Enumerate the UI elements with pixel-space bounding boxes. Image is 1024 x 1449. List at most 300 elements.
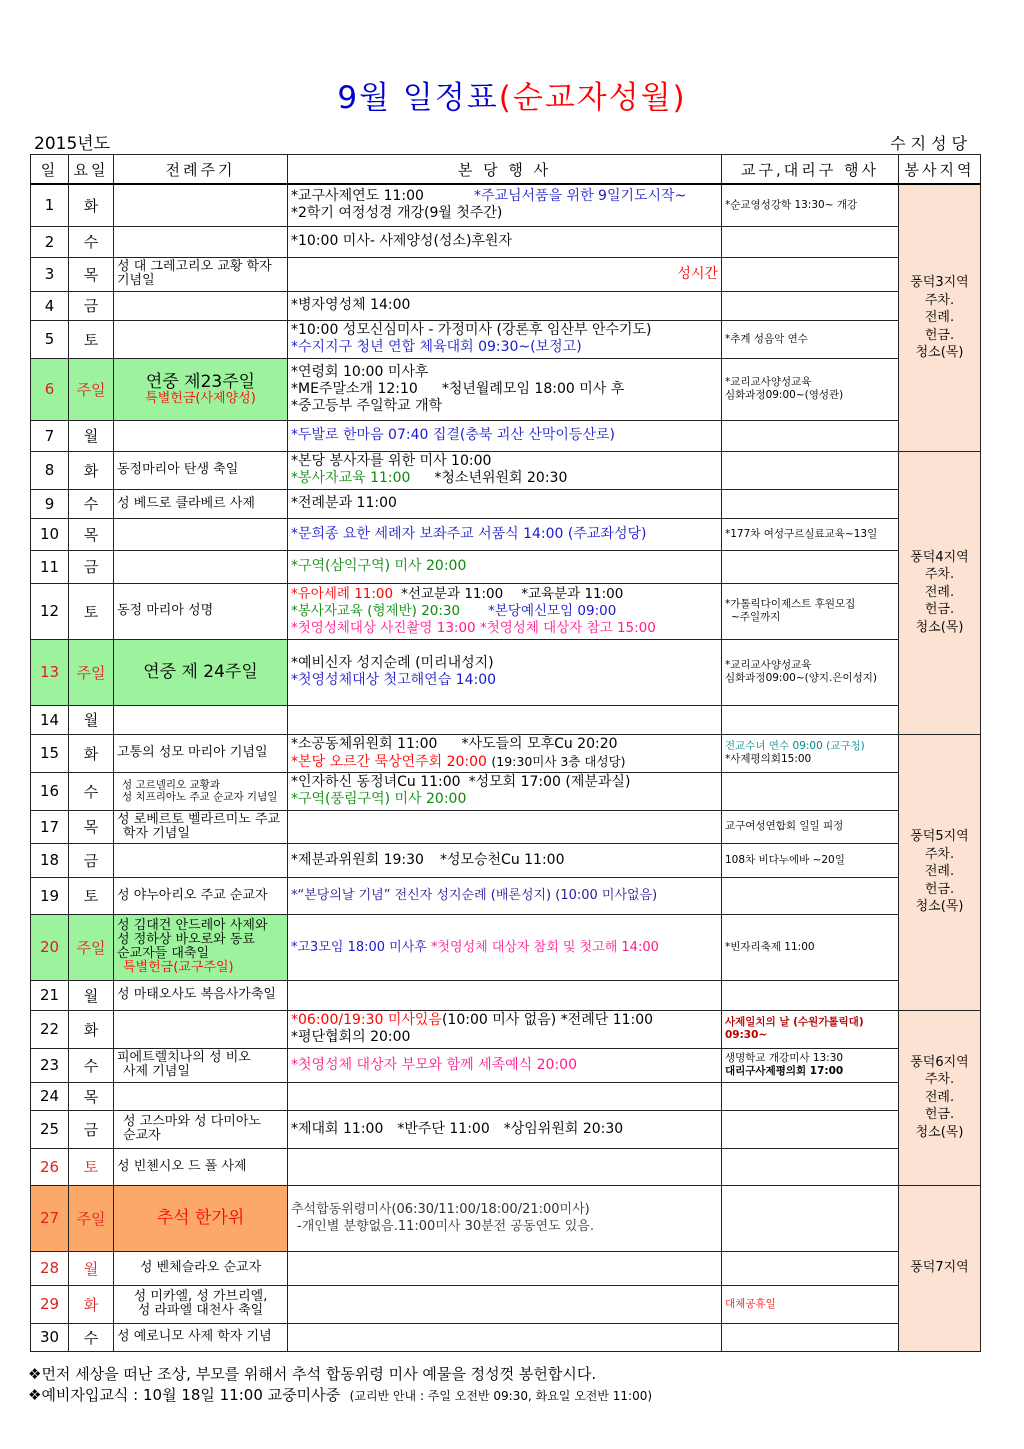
liturgy-cell (114, 358, 288, 420)
page-title (0, 72, 1024, 117)
parish-events-cell (288, 734, 722, 772)
parish-events-cell (288, 1185, 722, 1251)
event-text: 성시간 (677, 265, 718, 282)
day-cell: 11 (31, 550, 69, 583)
liturgy-text: 고통의 성모 마리아 기념일 (117, 745, 268, 760)
diocese-events-cell (722, 914, 899, 980)
dow-cell: 수 (69, 1048, 114, 1082)
parish-events-cell (288, 291, 722, 320)
diocese-event: *가톨릭다이제스트 후원모집 (725, 598, 856, 610)
liturgy-text: 피에트렐치나의 성 비오 (117, 1050, 251, 1065)
diocese-events-cell (722, 518, 899, 550)
table-row (31, 810, 981, 843)
event-text: *전례분과 11:00 (291, 495, 397, 511)
diocese-event: 심화과정09:00~(양지.은이성지) (725, 672, 878, 684)
diocese-events-cell (722, 810, 899, 843)
service-area-cell (899, 1010, 981, 1185)
table-row (31, 257, 981, 291)
liturgy-cell (114, 843, 288, 877)
service-area-cell (899, 1185, 981, 1351)
liturgy-text: 성 고르넬리오 교황과 (122, 779, 220, 791)
diocese-events-cell (722, 451, 899, 489)
day-cell: 14 (31, 705, 69, 734)
diocese-events-cell (722, 1185, 899, 1251)
parish-events-cell (288, 1285, 722, 1323)
table-row (31, 1110, 981, 1148)
liturgy-cell (114, 639, 288, 705)
dow-cell: 목 (69, 810, 114, 843)
liturgy-text: 동정마리아 탄생 축일 (117, 462, 239, 477)
header-liturgy: 전례주기 (114, 155, 288, 185)
event-text: *06:00/19:30 미사있음 (291, 1012, 442, 1028)
diocese-events-cell (722, 358, 899, 420)
liturgy-cell (114, 705, 288, 734)
area-name: 풍덕3지역 (910, 275, 969, 290)
parish-events-cell (288, 1048, 722, 1082)
parish-events-cell (288, 358, 722, 420)
liturgy-cell (114, 877, 288, 914)
day-cell: 2 (31, 226, 69, 257)
day-cell: 25 (31, 1110, 69, 1148)
event-text: *첫영성체대상 사진촬영 13:00 (291, 619, 476, 636)
parish-events-cell (288, 1323, 722, 1351)
day-cell: 8 (31, 451, 69, 489)
parish-events-cell (288, 980, 722, 1010)
day-cell: 16 (31, 772, 69, 810)
liturgy-cell (114, 1285, 288, 1323)
day-cell: 17 (31, 810, 69, 843)
dow-cell: 화 (69, 1285, 114, 1323)
event-text: *고3모임 18:00 미사후 (291, 939, 427, 955)
dow-cell: 월 (69, 705, 114, 734)
diocese-events-cell (722, 489, 899, 518)
dow-cell: 화 (69, 734, 114, 772)
parish-events-cell (288, 550, 722, 583)
event-text: *소공동체위원회 11:00 (291, 735, 438, 752)
day-cell: 30 (31, 1323, 69, 1351)
dow-cell: 수 (69, 489, 114, 518)
diocese-event: *교리교사양성교육 (725, 376, 812, 388)
day-cell: 6 (31, 358, 69, 420)
diocese-event: 사제일치의 날 (수원가톨릭대) (725, 1016, 864, 1028)
note-line (28, 1364, 1008, 1385)
area-duties: 주차. 전례. 헌금. 청소(목) (915, 1072, 964, 1140)
dow-cell: 토 (69, 877, 114, 914)
header-dow: 요일 (69, 155, 114, 185)
liturgy-cell (114, 489, 288, 518)
event-text: *본당 봉사자를 위한 미사 10:00 (291, 453, 492, 469)
service-area-cell (899, 184, 981, 451)
table-row (31, 734, 981, 772)
event-text: *수지지구 청년 연합 체육대회 09:30~(보정고) (291, 339, 582, 355)
table-row (31, 705, 981, 734)
diocese-events-cell (722, 184, 899, 226)
event-text: *중고등부 주일학교 개학 (291, 397, 443, 414)
table-row (31, 639, 981, 705)
dow-cell: 토 (69, 320, 114, 358)
area-name: 풍덕6지역 (910, 1054, 969, 1070)
event-text: *청년월례모임 18:00 미사 후 (441, 380, 625, 397)
liturgy-cell (114, 291, 288, 320)
event-text: *상임위원회 20:30 (503, 1120, 624, 1137)
parish-events-cell (288, 1010, 722, 1048)
liturgy-cell (114, 1110, 288, 1148)
diocese-events-cell (722, 257, 899, 291)
diocese-events-cell (722, 1285, 899, 1323)
parish-events-cell (288, 1251, 722, 1285)
liturgy-cell (114, 810, 288, 843)
diocese-event: *교리교사양성교육 (725, 659, 812, 671)
parish-events-cell (288, 257, 722, 291)
note-line (28, 1385, 1008, 1407)
liturgy-text: 성 예로니모 사제 학자 기념 (117, 1329, 272, 1344)
dow-cell: 화 (69, 184, 114, 226)
table-row (31, 1082, 981, 1110)
table-row (31, 772, 981, 810)
diocese-event: 생명학교 개강미사 13:30 (725, 1052, 844, 1064)
area-name: 풍덕4지역 (910, 549, 969, 565)
parish-events-cell (288, 1148, 722, 1185)
table-row (31, 1185, 981, 1251)
dow-cell: 목 (69, 257, 114, 291)
dow-cell: 월 (69, 980, 114, 1010)
title-sub: (순교자성월) (498, 80, 687, 116)
parish-events-cell (288, 489, 722, 518)
title-main: 9월 일정표 (337, 80, 499, 116)
diocese-events-cell (722, 980, 899, 1010)
event-text: *“본당의날 기념” 전신자 성지순례 (배론성지) (10:00 미사없음) (291, 888, 658, 903)
event-text: *첫영성체 대상자 참고 15:00 (479, 619, 656, 636)
event-text: *청소년위원회 20:30 (434, 470, 568, 486)
dow-cell: 목 (69, 1082, 114, 1110)
day-cell: 13 (31, 639, 69, 705)
liturgy-text: 추석 한가위 (156, 1208, 245, 1228)
diocese-events-cell (722, 734, 899, 772)
event-text: *전례단 11:00 (560, 1012, 654, 1028)
area-duties: 주차. 전례. 헌금. 청소(목) (915, 846, 964, 915)
liturgy-text: 성 치프리아노 주교 순교자 기념일 (122, 791, 278, 803)
liturgy-text: 순교자들 대축일 (117, 946, 210, 961)
event-text: *선교분과 11:00 (401, 585, 504, 602)
dow-cell: 수 (69, 226, 114, 257)
day-cell: 23 (31, 1048, 69, 1082)
event-text: *2학기 여정성경 개강(9월 첫주간) (291, 205, 503, 222)
diocese-events-cell (722, 583, 899, 639)
event-text: *유아세례 11:00 (291, 585, 394, 602)
liturgy-cell (114, 1048, 288, 1082)
parish-events-cell (288, 772, 722, 810)
event-text: *ME주말소개 12:10 (291, 380, 418, 397)
dow-cell: 주일 (69, 914, 114, 980)
liturgy-text: 성 야누아리오 주교 순교자 (117, 887, 268, 903)
day-cell: 1 (31, 184, 69, 226)
liturgy-cell (114, 772, 288, 810)
parish-events-cell (288, 184, 722, 226)
header-parish-events: 본 당 행 사 (288, 155, 722, 185)
parish-events-cell (288, 843, 722, 877)
dow-cell: 화 (69, 1010, 114, 1048)
event-text: *첫영성체 대상자 부모와 함께 세족예식 20:00 (291, 1056, 577, 1073)
note-detail: (교리반 안내 : 주일 오전반 09:30, 화요일 오전반 11:00) (349, 1389, 653, 1403)
table-row (31, 226, 981, 257)
liturgy-cell (114, 320, 288, 358)
day-cell: 4 (31, 291, 69, 320)
liturgy-cell (114, 914, 288, 980)
diocese-events-cell (722, 705, 899, 734)
table-row (31, 420, 981, 451)
liturgy-cell (114, 1082, 288, 1110)
dow-cell: 금 (69, 291, 114, 320)
liturgy-text: 연중 제 24주일 (143, 662, 258, 682)
liturgy-cell (114, 980, 288, 1010)
parish-events-cell (288, 914, 722, 980)
diocese-event: ~주일까지 (731, 611, 781, 623)
event-text: *교육분과 11:00 (521, 585, 624, 602)
liturgy-text: 연중 제23주일 (145, 372, 256, 392)
parish-events-cell (288, 226, 722, 257)
day-cell: 29 (31, 1285, 69, 1323)
diocese-events-cell (722, 877, 899, 914)
service-area-cell (899, 734, 981, 1010)
diocese-events-cell (722, 1148, 899, 1185)
diocese-event: *빈자리축제 11:00 (725, 940, 815, 953)
table-row (31, 980, 981, 1010)
event-text: *반주단 11:00 (397, 1120, 490, 1137)
table-row (31, 583, 981, 639)
liturgy-text: 동정 마리아 성명 (117, 603, 214, 618)
liturgy-text: 성 정하상 바오로와 동료 (117, 932, 255, 947)
diocese-event: 대리구사제평의회 17:00 (725, 1065, 844, 1077)
liturgy-cell (114, 583, 288, 639)
liturgy-text: 기념일 (117, 273, 155, 288)
dow-cell: 월 (69, 420, 114, 451)
table-row (31, 843, 981, 877)
day-cell: 3 (31, 257, 69, 291)
event-text: *연령회 10:00 미사후 (291, 363, 429, 380)
dow-cell: 월 (69, 1251, 114, 1285)
parish-events-cell (288, 518, 722, 550)
table-row (31, 550, 981, 583)
table-row (31, 1285, 981, 1323)
liturgy-cell (114, 1251, 288, 1285)
dow-cell: 금 (69, 843, 114, 877)
event-text: *봉사자교육 (형제반) 20:30 (291, 602, 461, 619)
liturgy-cell (114, 420, 288, 451)
day-cell: 10 (31, 518, 69, 550)
table-row (31, 1148, 981, 1185)
event-text: -개인별 분향없음.11:00미사 30분전 공동연도 있음. (297, 1219, 594, 1234)
event-text: *사도들의 모후Cu 20:20 (461, 735, 618, 752)
day-cell: 15 (31, 734, 69, 772)
area-name: 풍덕7지역 (910, 1260, 969, 1276)
event-text: *교구사제연도 11:00 (291, 188, 424, 205)
dow-cell: 주일 (69, 639, 114, 705)
liturgy-text: 성 대 그레고리오 교황 학자 (117, 259, 272, 274)
dow-cell: 금 (69, 1110, 114, 1148)
header-row (31, 155, 981, 185)
diocese-events-cell (722, 639, 899, 705)
liturgy-text: 성 미카엘, 성 가브리엘, (133, 1289, 268, 1304)
diocese-event: 09:30~ (725, 1029, 768, 1041)
parish-events-cell (288, 320, 722, 358)
diocese-event: *추계 성음악 연수 (725, 332, 808, 345)
table-row (31, 358, 981, 420)
event-text: *10:00 성모신심미사 - 가정미사 (강론후 임산부 안수기도) (291, 322, 652, 338)
header-diocese-events: 교구,대리구 행사 (722, 155, 899, 185)
liturgy-text: 순교자 (123, 1128, 161, 1143)
dow-cell: 수 (69, 1323, 114, 1351)
liturgy-cell (114, 257, 288, 291)
note-text: ❖먼저 세상을 떠난 조상, 부모를 위해서 추석 합동위령 미사 예물을 정성껏 봉헌합시다. (28, 1365, 597, 1383)
table-row (31, 518, 981, 550)
parish-events-cell (288, 810, 722, 843)
liturgy-cell (114, 1185, 288, 1251)
event-text: *병자영성체 14:00 (291, 297, 411, 313)
event-text: *두발로 한마음 07:40 집결(충북 괴산 산막이등산로) (291, 427, 615, 443)
parish-events-cell (288, 639, 722, 705)
liturgy-text: 성 마태오사도 복음사가축일 (117, 987, 276, 1002)
dow-cell: 주일 (69, 1185, 114, 1251)
liturgy-cell (114, 1323, 288, 1351)
year-label: 2015년도 (34, 134, 111, 154)
diocese-events-cell (722, 226, 899, 257)
table-row (31, 184, 981, 226)
liturgy-text: 사제 기념일 (123, 1064, 190, 1079)
liturgy-cell (114, 734, 288, 772)
diocese-events-cell (722, 320, 899, 358)
event-text: *첫영성체 대상자 참회 및 첫고해 14:00 (431, 939, 659, 955)
table-row (31, 489, 981, 518)
liturgy-text: 성 빈첸시오 드 폴 사제 (117, 1158, 247, 1174)
liturgy-cell (114, 518, 288, 550)
footer-notes (28, 1364, 1008, 1407)
diocese-events-cell (722, 1251, 899, 1285)
diocese-events-cell (722, 843, 899, 877)
day-cell: 20 (31, 914, 69, 980)
event-text: *문희종 요한 세례자 보좌주교 서품식 14:00 (주교좌성당) (291, 525, 647, 542)
diocese-event: 심화과정09:00~(영성관) (725, 389, 844, 401)
dow-cell: 주일 (69, 358, 114, 420)
event-text: *구역(풍림구역) 미사 20:00 (291, 791, 467, 807)
header-service-area: 봉사지역 (899, 155, 981, 185)
table-row (31, 1010, 981, 1048)
table-row (31, 320, 981, 358)
parish-events-cell (288, 451, 722, 489)
day-cell: 18 (31, 843, 69, 877)
day-cell: 19 (31, 877, 69, 914)
diocese-events-cell (722, 772, 899, 810)
dow-cell: 목 (69, 518, 114, 550)
day-cell: 28 (31, 1251, 69, 1285)
dow-cell: 토 (69, 583, 114, 639)
event-text: (10:00 미사 없음) (441, 1012, 557, 1028)
event-text: *성모회 17:00 (제분과실) (468, 774, 631, 790)
area-duties: 주차. 전례. 헌금. 청소(목) (915, 567, 964, 635)
service-area-cell (899, 451, 981, 734)
liturgy-text: 성 로베르토 벨라르미노 주교 (117, 811, 281, 827)
liturgy-text: 성 라파엘 대천사 축일 (137, 1303, 264, 1318)
parish-events-cell (288, 1082, 722, 1110)
liturgy-cell (114, 1010, 288, 1048)
liturgy-text: 학자 기념일 (123, 825, 190, 841)
diocese-events-cell (722, 1010, 899, 1048)
area-name: 풍덕5지역 (910, 829, 969, 845)
day-cell: 7 (31, 420, 69, 451)
diocese-events-cell (722, 420, 899, 451)
event-text: *제대회 11:00 (291, 1120, 384, 1137)
day-cell: 21 (31, 980, 69, 1010)
day-cell: 27 (31, 1185, 69, 1251)
parish-events-cell (288, 877, 722, 914)
schedule-table (30, 154, 981, 1352)
parish-events-cell (288, 705, 722, 734)
diocese-events-cell (722, 291, 899, 320)
diocese-event: 전교수녀 연수 09:00 (교구청) (725, 740, 865, 752)
event-text: *구역(삼익구역) 미사 20:00 (291, 558, 467, 574)
event-text: *10:00 미사- 사제양성(성소)후원자 (291, 233, 512, 249)
table-row (31, 914, 981, 980)
table-row (31, 1323, 981, 1351)
event-text: *예비신자 성지순례 (미리내성지) (291, 655, 494, 671)
event-text: *평단협회의 20:00 (291, 1029, 411, 1045)
church-name: 수지성당 (890, 134, 972, 153)
table-row (31, 1048, 981, 1082)
event-text: *본당예신모임 09:00 (488, 602, 617, 619)
diocese-events-cell (722, 550, 899, 583)
event-text: 추석합동위령미사(06:30/11:00/18:00/21:00미사) (291, 1202, 590, 1217)
table-row (31, 1251, 981, 1285)
liturgy-cell (114, 226, 288, 257)
liturgy-text: 성 김대건 안드레아 사제와 (117, 918, 268, 933)
diocese-events-cell (722, 1323, 899, 1351)
special-offering: 특별헌금(교구주일) (123, 960, 234, 975)
header-day: 일 (31, 155, 69, 185)
table-row (31, 451, 981, 489)
day-cell: 22 (31, 1010, 69, 1048)
event-text: *첫영성체대상 첫고해연습 14:00 (291, 672, 497, 688)
dow-cell: 화 (69, 451, 114, 489)
area-duties: 주차. 전례. 헌금. 청소(목) (915, 292, 964, 360)
dow-cell: 수 (69, 772, 114, 810)
table-row (31, 291, 981, 320)
diocese-event: *순교영성강학 13:30~ 개강 (725, 198, 858, 211)
dow-cell: 토 (69, 1148, 114, 1185)
diocese-event: 대체공휴일 (725, 1297, 776, 1310)
special-offering: 특별헌금(사제양성) (145, 391, 256, 406)
diocese-event: *사제평의회15:00 (725, 753, 812, 765)
event-text: *주교님서품을 위한 9일기도시작~ (473, 188, 687, 205)
day-cell: 9 (31, 489, 69, 518)
liturgy-text: 성 벤체슬라오 순교자 (139, 1260, 262, 1275)
diocese-events-cell (722, 1110, 899, 1148)
parish-events-cell (288, 1110, 722, 1148)
diocese-event: *177차 여성구르실료교육~13일 (725, 527, 878, 540)
liturgy-cell (114, 451, 288, 489)
liturgy-cell (114, 550, 288, 583)
day-cell: 5 (31, 320, 69, 358)
liturgy-text: 성 고스마와 성 다미아노 (123, 1114, 261, 1129)
diocese-events-cell (722, 1048, 899, 1082)
parish-events-cell (288, 420, 722, 451)
liturgy-cell (114, 184, 288, 226)
event-text: *인자하신 동정녀Cu 11:00 (291, 774, 461, 790)
liturgy-cell (114, 1148, 288, 1185)
dow-cell: 금 (69, 550, 114, 583)
table-row (31, 877, 981, 914)
diocese-event: 108차 비다누에바 ~20일 (725, 853, 845, 866)
event-text: *제분과위원회 19:30 (291, 851, 424, 868)
day-cell: 12 (31, 583, 69, 639)
